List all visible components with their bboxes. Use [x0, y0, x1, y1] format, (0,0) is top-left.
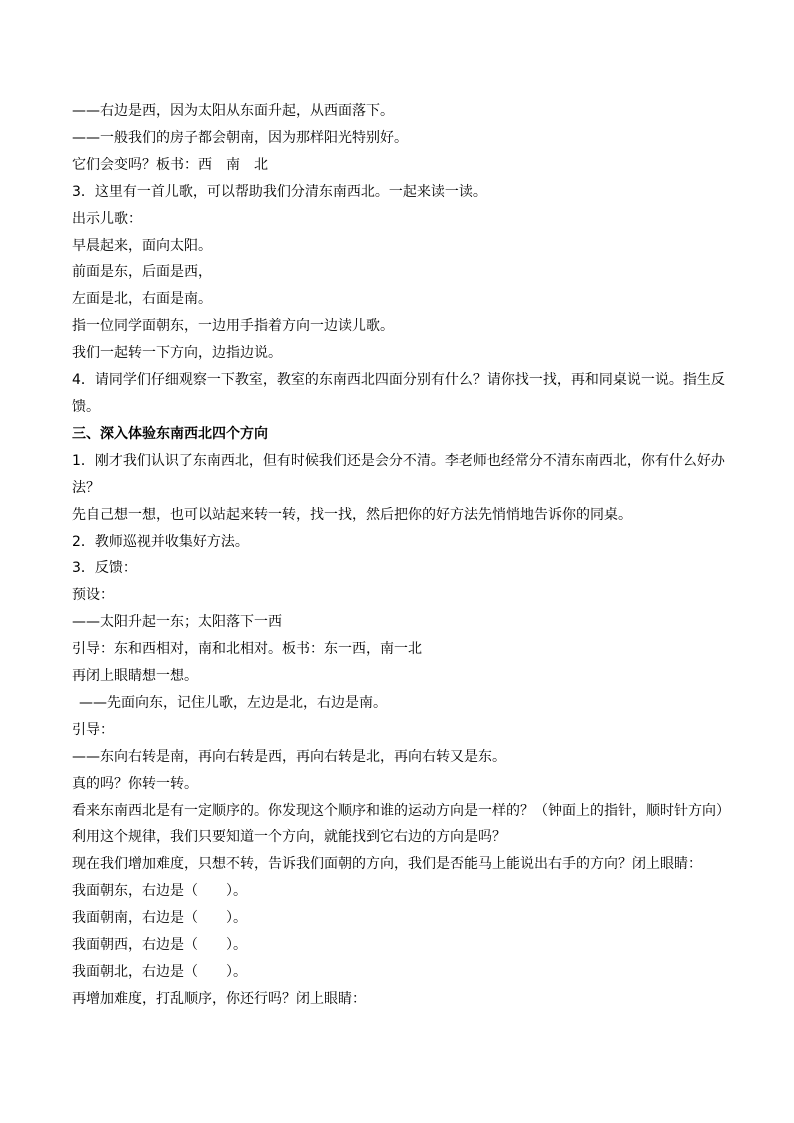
text-line: 早晨起来，面向太阳。 — [72, 237, 212, 254]
text-line: 4．请同学们仔细观察一下教室，教室的东南西北四面分别有什么？请你找一找，再和同桌说一说。指生反 — [72, 372, 725, 389]
text-line: 利用这个规律，我们只要知道一个方向，就能找到它右边的方向是吗？ — [72, 829, 506, 846]
text-line: 3．这里有一首儿歌，可以帮助我们分清东南西北。一起来读一读。 — [72, 183, 487, 200]
text-line: 引导： — [72, 721, 114, 738]
text-line: ——右边是西，因为太阳从东面升起，从西面落下。 — [72, 103, 394, 119]
text-line: 馈。 — [72, 398, 100, 415]
text-line: 1．刚才我们认识了东南西北，但有时候我们还是会分不清。李老师也经常分不清东南西北，你有什么好办 — [72, 452, 725, 469]
fill-blank-line: 我面朝北，右边是（ ）。 — [72, 964, 247, 980]
fill-blank-line: 我面朝东，右边是（ ）。 — [72, 883, 247, 900]
section-heading: 三、深入体验东南西北四个方向 — [72, 425, 268, 442]
text-line: 预设： — [72, 587, 114, 604]
text-line: 前面是东，后面是西， — [72, 264, 212, 281]
text-line: 先自己想一想，也可以站起来转一转，找一找，然后把你的好方法先悄悄地告诉你的同桌。 — [72, 506, 632, 523]
text-line: 出示儿歌： — [72, 210, 142, 227]
text-line: 3．反馈： — [72, 560, 137, 577]
fill-blank-line: 我面朝南，右边是（ ）。 — [72, 910, 247, 927]
text-line: 引导：东和西相对，南和北相对。板书：东一西，南一北 — [72, 641, 422, 658]
text-line: 再闭上眼睛想一想。 — [72, 668, 198, 685]
text-line: 我们一起转一下方向，边指边说。 — [72, 345, 282, 362]
text-line: 2．教师巡视并收集好方法。 — [72, 533, 249, 550]
fill-blank-line: 我面朝西，右边是（ ）。 — [72, 937, 247, 954]
text-line: 左面是北，右面是南。 — [72, 291, 212, 308]
text-line: 真的吗？你转一转。 — [72, 775, 198, 792]
text-line: 再增加难度，打乱顺序，你还行吗？闭上眼睛： — [72, 990, 366, 1007]
text-line: 现在我们增加难度，只想不转，告诉我们面朝的方向，我们是否能马上能说出右手的方向？闭上眼睛： — [72, 856, 702, 873]
text-line: 法？ — [72, 479, 100, 496]
text-line: ——东向右转是南，再向右转是西，再向右转是北，再向右转又是东。 — [72, 748, 506, 765]
text-line: 看来东南西北是有一定顺序的。你发现这个顺序和谁的运动方向是一样的？（钟面上的指针，顺时针方向） — [72, 802, 730, 819]
text-line: ——一般我们的房子都会朝南，因为那样阳光特别好。 — [72, 129, 408, 146]
text-line: 它们会变吗？板书：西 南 北 — [72, 156, 268, 173]
text-line: ——太阳升起一东；太阳落下一西 — [72, 614, 282, 631]
text-line: ——先面向东，记住儿歌，左边是北，右边是南。 — [79, 694, 387, 711]
text-line: 指一位同学面朝东，一边用手指着方向一边读儿歌。 — [72, 318, 394, 335]
document-page — [72, 98, 732, 1013]
